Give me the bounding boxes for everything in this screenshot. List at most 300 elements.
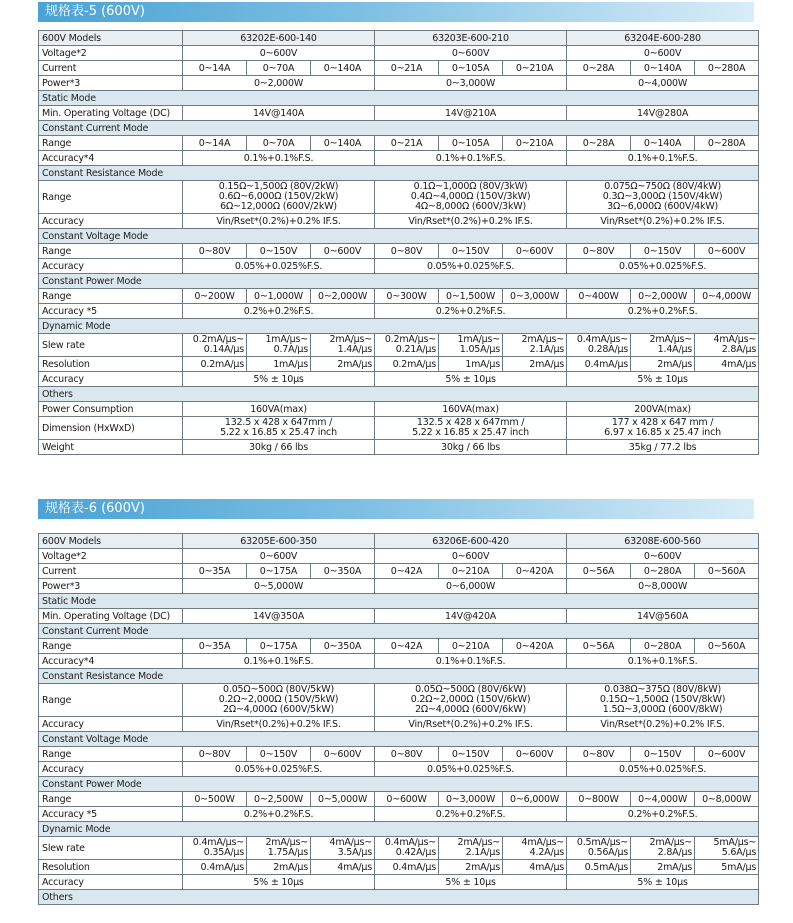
model-name: 63206E-600-420 bbox=[375, 534, 567, 549]
cell-line: 0.56A/μs bbox=[587, 847, 629, 858]
cell bbox=[695, 334, 759, 357]
cell: 5% ± 10μs bbox=[375, 875, 567, 890]
cell-line: 2Ω~4,000Ω (600V/5kW) bbox=[223, 704, 334, 715]
row-label: Resolution bbox=[39, 860, 183, 875]
row-label: Power Consumption bbox=[39, 402, 183, 417]
cell-line: 0.7A/μs bbox=[273, 344, 308, 355]
cell: 1mA/μs bbox=[439, 357, 503, 372]
cell: 0~21A bbox=[375, 136, 439, 151]
cell: 0~5,000W bbox=[311, 792, 375, 807]
cell-line: 132.5 x 428 x 647mm / bbox=[224, 417, 333, 428]
cell: 0.4mA/μs bbox=[183, 860, 247, 875]
cell: 5% ± 10μs bbox=[567, 372, 759, 387]
cell-line: 5mA/μs~ bbox=[713, 837, 757, 848]
cell-line: 1.75A/μs bbox=[267, 847, 308, 858]
cell: 0.1%+0.1%F.S. bbox=[183, 654, 375, 669]
cell: 0~280A bbox=[631, 639, 695, 654]
row-label: Accuracy bbox=[39, 762, 183, 777]
cell-line: 4mA/μs~ bbox=[329, 837, 373, 848]
cell: 0~600V bbox=[183, 46, 375, 61]
cell-line: 1.5Ω~3,000Ω (600V/8kW) bbox=[602, 704, 723, 715]
cell: 160VA(max) bbox=[183, 402, 375, 417]
cc-range-row bbox=[39, 136, 759, 151]
cell: 2mA/μs bbox=[439, 860, 503, 875]
cell: 2mA/μs bbox=[503, 357, 567, 372]
cr-range-row bbox=[39, 684, 759, 717]
cell: 0.05%+0.025%F.S. bbox=[375, 259, 567, 274]
cr-range-row bbox=[39, 181, 759, 214]
cell: 0.2mA/μs bbox=[183, 357, 247, 372]
cell bbox=[183, 181, 375, 214]
section-header bbox=[39, 387, 759, 402]
power-consumption-row bbox=[39, 402, 759, 417]
cell: 0.05%+0.025%F.S. bbox=[183, 762, 375, 777]
dynamic-accuracy-row bbox=[39, 875, 759, 890]
cell-line: 4mA/μs~ bbox=[521, 837, 565, 848]
cp-range-row bbox=[39, 792, 759, 807]
cell-line: 4.2A/μs bbox=[529, 847, 565, 858]
cell: 0~80V bbox=[183, 244, 247, 259]
row-label: Current bbox=[39, 61, 183, 76]
slew-rate-row bbox=[39, 837, 759, 860]
cell: 0~280A bbox=[631, 564, 695, 579]
cell: 14V@560A bbox=[567, 609, 759, 624]
cell-line: 2mA/μs~ bbox=[265, 837, 308, 848]
cv-range-row bbox=[39, 244, 759, 259]
cell: 0~42A bbox=[375, 639, 439, 654]
models-row bbox=[39, 534, 759, 549]
cell: 2mA/μs bbox=[311, 357, 375, 372]
cc-range-row bbox=[39, 639, 759, 654]
section-header bbox=[39, 166, 759, 181]
cc-accuracy-row bbox=[39, 654, 759, 669]
spec-table-title: 规格表-6 (600V) bbox=[38, 499, 754, 519]
cell-line: 2Ω~4,000Ω (600V/6kW) bbox=[415, 704, 527, 715]
cell bbox=[439, 334, 503, 357]
dynamic-accuracy-row bbox=[39, 372, 759, 387]
cell: 0~2,500W bbox=[247, 792, 311, 807]
section-header bbox=[39, 669, 759, 684]
cell: 0.2%+0.2%F.S. bbox=[567, 304, 759, 319]
cell-line: 5.22 x 16.85 x 25.47 inch bbox=[412, 427, 529, 438]
cell-line: 2mA/μs~ bbox=[649, 837, 693, 848]
cell bbox=[567, 334, 631, 357]
cell-line: 5.22 x 16.85 x 25.47 inch bbox=[220, 427, 337, 438]
cell: 0~140A bbox=[631, 136, 695, 151]
section-title: Static Mode bbox=[39, 594, 759, 609]
current-row bbox=[39, 564, 759, 579]
cell-line: 0.4mA/μs~ bbox=[192, 837, 244, 848]
cell: 0~280A bbox=[695, 61, 759, 76]
cell: Vin/Rset*(0.2%)+0.2% IF.S. bbox=[183, 717, 375, 732]
cell-line: 0.038Ω~375Ω (80V/8kW) bbox=[604, 684, 721, 695]
row-label: Voltage*2 bbox=[39, 549, 183, 564]
cell-line: 2.8A/μs bbox=[657, 847, 693, 858]
cell bbox=[375, 334, 439, 357]
cell: 0~350A bbox=[311, 639, 375, 654]
cell: 0.1%+0.1%F.S. bbox=[375, 151, 567, 166]
row-label: Range bbox=[39, 181, 183, 214]
cell: 0~600V bbox=[567, 46, 759, 61]
cell: 0~70A bbox=[247, 61, 311, 76]
cell: 5% ± 10μs bbox=[183, 875, 375, 890]
cell: 0~600V bbox=[503, 244, 567, 259]
cell: 0~210A bbox=[503, 136, 567, 151]
cell: 0~600V bbox=[375, 46, 567, 61]
cell: 0~42A bbox=[375, 564, 439, 579]
cell: 4mA/μs bbox=[503, 860, 567, 875]
section-header bbox=[39, 274, 759, 289]
cell-line: 177 x 428 x 647 mm / bbox=[611, 417, 714, 428]
row-label: Range bbox=[39, 684, 183, 717]
row-label: 600V Models bbox=[39, 31, 183, 46]
cell-line: 0.21A/μs bbox=[395, 344, 437, 355]
cell: 0~150V bbox=[439, 747, 503, 762]
cell-line: 0.42A/μs bbox=[395, 847, 437, 858]
cell: 0~80V bbox=[375, 747, 439, 762]
row-label: Min. Operating Voltage (DC) bbox=[39, 106, 183, 121]
model-name: 63202E-600-140 bbox=[183, 31, 375, 46]
section-title: Constant Voltage Mode bbox=[39, 229, 759, 244]
cell: 30kg / 66 lbs bbox=[375, 440, 567, 455]
row-label: Power*3 bbox=[39, 579, 183, 594]
cell bbox=[311, 334, 375, 357]
row-label: Dimension (HxWxD) bbox=[39, 417, 183, 440]
cell: 0.05%+0.025%F.S. bbox=[567, 762, 759, 777]
section-header bbox=[39, 121, 759, 136]
cell bbox=[375, 837, 439, 860]
cell: 5mA/μs bbox=[695, 860, 759, 875]
cell-line: 0.6Ω~6,000Ω (150V/2kW) bbox=[218, 191, 339, 202]
cell: 0~420A bbox=[503, 639, 567, 654]
cell: 0~70A bbox=[247, 136, 311, 151]
cell-line: 1.4A/μs bbox=[337, 344, 373, 355]
cell: 0~6,000W bbox=[503, 792, 567, 807]
min-voltage-row bbox=[39, 106, 759, 121]
cell: 4mA/μs bbox=[311, 860, 375, 875]
cell: 0~28A bbox=[567, 61, 631, 76]
cell: 14V@280A bbox=[567, 106, 759, 121]
row-label: Accuracy *5 bbox=[39, 304, 183, 319]
cp-range-row bbox=[39, 289, 759, 304]
cell: 0.2%+0.2%F.S. bbox=[567, 807, 759, 822]
cell-line: 1mA/μs~ bbox=[457, 334, 501, 345]
min-voltage-row bbox=[39, 609, 759, 624]
cell: 0~600V bbox=[503, 747, 567, 762]
cell bbox=[183, 684, 375, 717]
cell-line: 3Ω~6,000Ω (600V/4kW) bbox=[607, 201, 719, 212]
cell: 0~600V bbox=[567, 549, 759, 564]
cell: 0~3,000W bbox=[503, 289, 567, 304]
section-title: Dynamic Mode bbox=[39, 319, 759, 334]
cell: 0~140A bbox=[631, 61, 695, 76]
cell: 0~4,000W bbox=[695, 289, 759, 304]
resolution-row bbox=[39, 860, 759, 875]
spec-table bbox=[38, 533, 759, 905]
row-label: Range bbox=[39, 792, 183, 807]
section-header bbox=[39, 319, 759, 334]
cell: 0~150V bbox=[247, 747, 311, 762]
cell: 0~80V bbox=[567, 747, 631, 762]
cell: Vin/Rset*(0.2%)+0.2% IF.S. bbox=[375, 717, 567, 732]
cell bbox=[631, 334, 695, 357]
cell-line: 2.1A/μs bbox=[529, 344, 565, 355]
cell: 0~175A bbox=[247, 564, 311, 579]
cell: 0~8,000W bbox=[695, 792, 759, 807]
cell-line: 3.5A/μs bbox=[337, 847, 373, 858]
cell-line: 0.3Ω~3,000Ω (150V/4kW) bbox=[602, 191, 723, 202]
cell: 0~300W bbox=[375, 289, 439, 304]
cell: 14V@140A bbox=[183, 106, 375, 121]
voltage-row bbox=[39, 549, 759, 564]
row-label: Range bbox=[39, 747, 183, 762]
cr-accuracy-row bbox=[39, 717, 759, 732]
cell-line: 0.5mA/μs~ bbox=[576, 837, 629, 848]
cell bbox=[183, 417, 375, 440]
cell: 0~140A bbox=[311, 61, 375, 76]
cell: 30kg / 66 lbs bbox=[183, 440, 375, 455]
cell: 14V@350A bbox=[183, 609, 375, 624]
row-label: Range bbox=[39, 244, 183, 259]
cell-line: 6.97 x 16.85 x 25.47 inch bbox=[604, 427, 721, 438]
cell: 0~150V bbox=[247, 244, 311, 259]
cell bbox=[375, 417, 567, 440]
cell: 0.1%+0.1%F.S. bbox=[567, 151, 759, 166]
cell: 0~140A bbox=[311, 136, 375, 151]
section-header bbox=[39, 890, 759, 905]
cell: 0.4mA/μs bbox=[375, 860, 439, 875]
cell-line: 0.4Ω~4,000Ω (150V/3kW) bbox=[410, 191, 531, 202]
cell: 0~35A bbox=[183, 564, 247, 579]
cell: 0~600V bbox=[183, 549, 375, 564]
cell bbox=[439, 837, 503, 860]
cell: 0~8,000W bbox=[567, 579, 759, 594]
cell bbox=[247, 334, 311, 357]
section-header bbox=[39, 624, 759, 639]
cell: 0~150V bbox=[631, 244, 695, 259]
cell: 0~210A bbox=[439, 639, 503, 654]
row-label: Accuracy bbox=[39, 717, 183, 732]
row-label: Range bbox=[39, 289, 183, 304]
section-header bbox=[39, 91, 759, 106]
model-name: 63205E-600-350 bbox=[183, 534, 375, 549]
row-label: Range bbox=[39, 136, 183, 151]
cv-range-row bbox=[39, 747, 759, 762]
cell: 0.05%+0.025%F.S. bbox=[567, 259, 759, 274]
cv-accuracy-row bbox=[39, 259, 759, 274]
cell-line: 0.2mA/μs~ bbox=[384, 334, 437, 345]
cell-line: 0.14A/μs bbox=[203, 344, 244, 355]
cell: 0~210A bbox=[439, 564, 503, 579]
section-title: Others bbox=[39, 387, 759, 402]
section-title: Dynamic Mode bbox=[39, 822, 759, 837]
cell-line: 0.2Ω~2,000Ω (150V/5kW) bbox=[218, 694, 339, 705]
cell bbox=[695, 837, 759, 860]
spec-table-title: 规格表-5 (600V) bbox=[38, 2, 754, 22]
cell-line: 132.5 x 428 x 647mm / bbox=[416, 417, 525, 428]
cell-line: 0.28A/μs bbox=[587, 344, 629, 355]
row-label: Range bbox=[39, 639, 183, 654]
cell-line: 0.05Ω~500Ω (80V/6kW) bbox=[415, 684, 527, 695]
row-label: Accuracy*4 bbox=[39, 654, 183, 669]
section-header bbox=[39, 594, 759, 609]
cell: 0.05%+0.025%F.S. bbox=[375, 762, 567, 777]
cell-line: 2.8A/μs bbox=[721, 344, 757, 355]
cell: 0~2,000W bbox=[183, 76, 375, 91]
row-label: Slew rate bbox=[39, 334, 183, 357]
cell bbox=[503, 334, 567, 357]
cp-accuracy-row bbox=[39, 304, 759, 319]
cell: 0~600V bbox=[311, 747, 375, 762]
cell-line: 0.1Ω~1,000Ω (80V/3kW) bbox=[413, 181, 528, 192]
cell: 0~35A bbox=[183, 639, 247, 654]
cell: 5% ± 10μs bbox=[375, 372, 567, 387]
cell: 0~2,000W bbox=[631, 289, 695, 304]
cell: 0~280A bbox=[695, 136, 759, 151]
section-title: Constant Resistance Mode bbox=[39, 669, 759, 684]
cell: 0~5,000W bbox=[183, 579, 375, 594]
cv-accuracy-row bbox=[39, 762, 759, 777]
cell: 0~560A bbox=[695, 639, 759, 654]
cp-accuracy-row bbox=[39, 807, 759, 822]
cell: 160VA(max) bbox=[375, 402, 567, 417]
row-label: Min. Operating Voltage (DC) bbox=[39, 609, 183, 624]
cell: 0~4,000W bbox=[631, 792, 695, 807]
cell: 0.2%+0.2%F.S. bbox=[183, 807, 375, 822]
cell: 200VA(max) bbox=[567, 402, 759, 417]
weight-row bbox=[39, 440, 759, 455]
section-title: Constant Current Mode bbox=[39, 121, 759, 136]
cell-line: 4mA/μs~ bbox=[713, 334, 757, 345]
row-label: Voltage*2 bbox=[39, 46, 183, 61]
section-header bbox=[39, 822, 759, 837]
cell-line: 0.2mA/μs~ bbox=[192, 334, 244, 345]
cell bbox=[567, 181, 759, 214]
row-label: Weight bbox=[39, 440, 183, 455]
section-title: Constant Current Mode bbox=[39, 624, 759, 639]
row-label: Accuracy *5 bbox=[39, 807, 183, 822]
model-name: 63204E-600-280 bbox=[567, 31, 759, 46]
current-row bbox=[39, 61, 759, 76]
cell: 14V@420A bbox=[375, 609, 567, 624]
cell: 2mA/μs bbox=[631, 860, 695, 875]
cell: 0~175A bbox=[247, 639, 311, 654]
power-row bbox=[39, 76, 759, 91]
cell-line: 0.4mA/μs~ bbox=[384, 837, 437, 848]
cell-line: 1.4A/μs bbox=[657, 344, 693, 355]
cell: Vin/Rset*(0.2%)+0.2% IF.S. bbox=[567, 214, 759, 229]
cell-line: 2mA/μs~ bbox=[329, 334, 373, 345]
row-label: Accuracy bbox=[39, 214, 183, 229]
cell: 0.2%+0.2%F.S. bbox=[375, 304, 567, 319]
spec-table bbox=[38, 30, 759, 455]
row-label: Current bbox=[39, 564, 183, 579]
cell: 0~3,000W bbox=[375, 76, 567, 91]
cell bbox=[183, 334, 247, 357]
cell: 0~600V bbox=[375, 549, 567, 564]
cell-line: 0.4mA/μs~ bbox=[576, 334, 629, 345]
section-title: Constant Power Mode bbox=[39, 777, 759, 792]
cell-line: 2mA/μs~ bbox=[457, 837, 501, 848]
cell: 0~105A bbox=[439, 136, 503, 151]
cell: 0~150V bbox=[631, 747, 695, 762]
cell bbox=[567, 684, 759, 717]
cell: 0~400W bbox=[567, 289, 631, 304]
row-label: Accuracy bbox=[39, 259, 183, 274]
cell-line: 2mA/μs~ bbox=[521, 334, 565, 345]
row-label: Accuracy bbox=[39, 875, 183, 890]
cell: 0~420A bbox=[503, 564, 567, 579]
cell: 0~1,500W bbox=[439, 289, 503, 304]
cell: 0.05%+0.025%F.S. bbox=[183, 259, 375, 274]
cell-line: 1.05A/μs bbox=[459, 344, 501, 355]
section-title: Static Mode bbox=[39, 91, 759, 106]
model-name: 63203E-600-210 bbox=[375, 31, 567, 46]
cell: 0~200W bbox=[183, 289, 247, 304]
cell bbox=[503, 837, 567, 860]
slew-rate-row bbox=[39, 334, 759, 357]
cell bbox=[311, 837, 375, 860]
cell bbox=[375, 684, 567, 717]
cell: 0.2%+0.2%F.S. bbox=[183, 304, 375, 319]
cell-line: 2.1A/μs bbox=[465, 847, 501, 858]
row-label: Accuracy bbox=[39, 372, 183, 387]
cell: 0~56A bbox=[567, 639, 631, 654]
cell-line: 0.15Ω~1,500Ω (80V/2kW) bbox=[218, 181, 339, 192]
cell-line: 2mA/μs~ bbox=[649, 334, 693, 345]
cell bbox=[631, 837, 695, 860]
cell-line: 0.075Ω~750Ω (80V/4kW) bbox=[604, 181, 721, 192]
cc-accuracy-row bbox=[39, 151, 759, 166]
row-label: Power*3 bbox=[39, 76, 183, 91]
cell-line: 4Ω~8,000Ω (600V/3kW) bbox=[415, 201, 527, 212]
cell: 0~105A bbox=[439, 61, 503, 76]
models-row bbox=[39, 31, 759, 46]
cell: 0~80V bbox=[567, 244, 631, 259]
cell: 0~600V bbox=[311, 244, 375, 259]
row-label: 600V Models bbox=[39, 534, 183, 549]
cell: 0~500W bbox=[183, 792, 247, 807]
cell: 0~560A bbox=[695, 564, 759, 579]
cell bbox=[247, 837, 311, 860]
section-title: Constant Voltage Mode bbox=[39, 732, 759, 747]
cell: 0~3,000W bbox=[439, 792, 503, 807]
cell bbox=[567, 837, 631, 860]
cell: 0.4mA/μs bbox=[567, 357, 631, 372]
cell: 0.2mA/μs bbox=[375, 357, 439, 372]
cell: 5% ± 10μs bbox=[183, 372, 375, 387]
cell: 0~6,000W bbox=[375, 579, 567, 594]
cell: 0~600V bbox=[695, 244, 759, 259]
cell: 0~21A bbox=[375, 61, 439, 76]
section-header bbox=[39, 732, 759, 747]
cell: 0~28A bbox=[567, 136, 631, 151]
cell: 0~14A bbox=[183, 136, 247, 151]
section-header bbox=[39, 777, 759, 792]
dimension-row bbox=[39, 417, 759, 440]
cell: 0~80V bbox=[183, 747, 247, 762]
cell bbox=[183, 837, 247, 860]
cr-accuracy-row bbox=[39, 214, 759, 229]
cell bbox=[375, 181, 567, 214]
cell-line: 6Ω~12,000Ω (600V/2kW) bbox=[220, 201, 337, 212]
cell-line: 0.05Ω~500Ω (80V/5kW) bbox=[223, 684, 334, 695]
cell: Vin/Rset*(0.2%)+0.2% IF.S. bbox=[183, 214, 375, 229]
row-label: Resolution bbox=[39, 357, 183, 372]
row-label: Accuracy*4 bbox=[39, 151, 183, 166]
section-header bbox=[39, 229, 759, 244]
cell: 0~150V bbox=[439, 244, 503, 259]
